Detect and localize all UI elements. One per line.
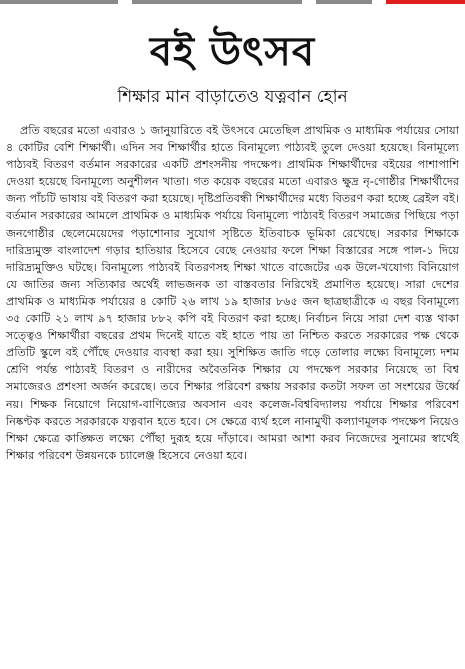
- top-rule-segment-accent: [386, 0, 465, 4]
- editorial-article: [0, 10, 465, 665]
- top-rule-segment: [132, 0, 302, 4]
- top-rule-segment: [0, 0, 118, 4]
- article-paragraph: প্রতি বছরের মতো এবারও ১ জানুয়ারিতে বই উৎসবে মেতেছিল প্রাথমিক ও মাধ্যমিক পর্যায়ের সোয়া ৪ কোটির বেশি শিক্ষার্থী। এদিন সব শিক্ষার্থীর হাতে বিনামূল্যে পাঠ্যবই তুলে দেওয়া হয়েছে। বিনামূল্যে পাঠ্যবই বিতরণ বর্তমান সরকারের একটি প্রশংসনীয় পদক্ষেপ। প্রাথমিক শিক্ষার্থীদের বইয়ের পাশাপাশি দেওয়া হয়েছে বিনামূল্যে অনুশীলন খাতা। গত কয়েক বছরের মতো এবারও ক্ষুদ্র নৃ-গোষ্ঠীর শিক্ষার্থীদের জন্য পাঁচটি ভাষায় বই বিতরণ করা হয়েছে। দৃষ্টিপ্রতিবন্ধী শিক্ষার্থীদের মধ্যে বিতরণ করা হচ্ছে ব্রেইল বই। বর্তমান সরকারের আমলে প্রাথমিক ও মাধ্যমিক পর্যায়ে বিনামূল্যে পাঠ্যবই বিতরণ সমাজের পিছিয়ে পড়া জনগোষ্ঠীর ছেলেমেয়েদের পড়াশোনার সুযোগ সৃষ্টিতে ইতিবাচক ভূমিকা রেখেছে। সরকার শিক্ষাকে দারিদ্র্যমুক্ত বাংলাদেশ গড়ার হাতিয়ার হিসেবে বেছে নেওয়ার ফলে শিক্ষা বিস্তারের সঙ্গে পাল-১ দিয়ে দারিদ্র্যমুক্তিও ঘটছে। বিনামূল্যে পাঠ্যবই বিতরণসহ শিক্ষা খাতে বাজেটের এক উলে-খযোগ্য বিনিয়োগ যে জাতির জন্য সত্যিকার অর্থেই লাভজনক তা বাস্তবতার নিরিখেই প্রমাণিত হয়েছে। সারা দেশের প্রাথমিক ও মাধ্যমিক পর্যায়ের ৪ কোটি ২৬ লাখ ১৯ হাজার ৮৬৫ জন ছাত্রছাত্রীকে এ বছর বিনামূল্যে ৩৫ কোটি ২১ লাখ ৯৭ হাজার ৮৮২ কপি বই বিতরণ করা হচ্ছে। নির্বাচন নিয়ে সারা দেশ ব্যস্ত থাকা সত্ত্বেও শিক্ষার্থীরা বছরের প্রথম দিনেই যাতে বই হাতে পায় তা নিশ্চিত করতে সরকারের পক্ষ থেকে প্রতিটি স্কুলে বই পৌঁছে দেওয়ার ব্যবস্থা করা হয়। সুশিক্ষিত জাতি গড়ে তোলার লক্ষ্যে বিনামূল্যে দশম শ্রেণি পর্যন্ত পাঠ্যবই বিতরণ ও নারীদের অবৈতনিক শিক্ষার যে পদক্ষেপ সরকার নিয়েছে তা বিশ্ব সমাজেরও প্রশংসা অর্জন করেছে। তবে শিক্ষার পরিবেশ রক্ষায় সরকার কতটা সফল তা সংশয়ের উর্ধ্বে নয়। শিক্ষক নিয়োগে নিয়োগ-বাণিজ্যের অবসান এবং কলেজ-বিশ্ববিদ্যালয় পর্যায়ে শিক্ষার পরিবেশ নিষ্কণ্টক করতে সরকারকে যত্নবান হতে হবে। সে ক্ষেত্রে ব্যর্থ হলে নানামুখী কল্যাণমূলক পদক্ষেপ নিয়েও শিক্ষা ক্ষেত্রে কাঙ্ক্ষিত লক্ষ্যে পৌঁছা দুরূহ হয়ে দাঁড়াবে। আমরা আশা করব নিজেদের সুনামের স্বার্থেই শিক্ষার পরিবেশ উন্নয়নকে চ্যালেঞ্জ হিসেবে নেওয়া হবে।: [6, 124, 460, 462]
- article-body: [6, 122, 459, 464]
- article-headline: বই উৎসব: [149, 28, 316, 75]
- top-color-rule: [0, 0, 465, 4]
- top-rule-segment: [316, 0, 372, 4]
- article-subheadline: শিক্ষার মান বাড়াতেও যত্নবান হোন: [117, 87, 348, 107]
